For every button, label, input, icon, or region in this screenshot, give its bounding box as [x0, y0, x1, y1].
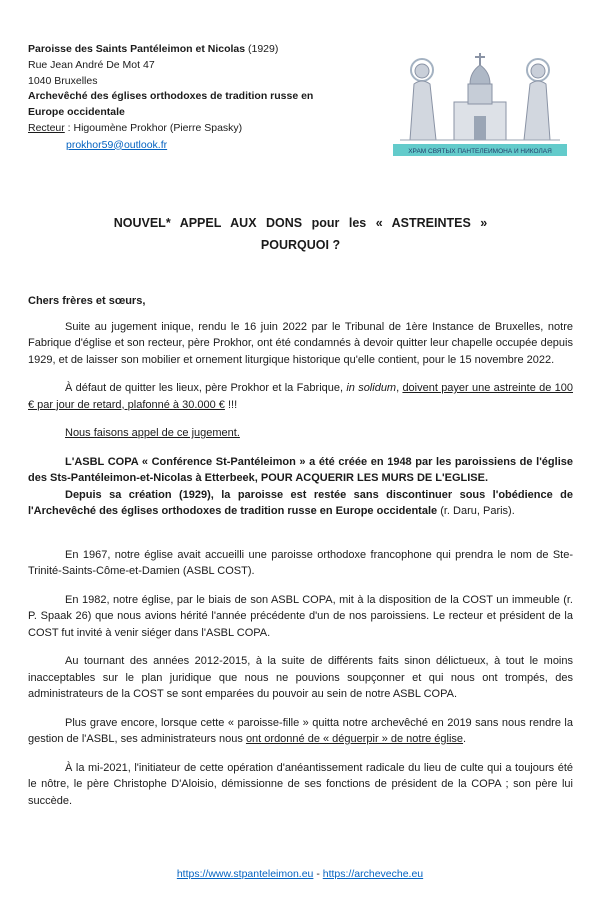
text-segment: ont ordonné de « déguerpir » de notre église	[245, 733, 464, 745]
paragraph	[28, 487, 573, 520]
paragraph	[28, 592, 573, 642]
onion-dome	[470, 65, 490, 84]
text-segment: L'ASBL COPA « Conférence St-Pantéleimon » a été créée en 1948 par les paroissiens de l'église des Sts-Pantéleimon-et-Nicolas à Etterbeek, POUR ACQUERIR LES MURS DE L'EGLISE.	[28, 455, 573, 484]
footer-link-1[interactable]: https://www.stpanteleimon.eu	[176, 868, 314, 880]
saint-head-right	[531, 64, 545, 78]
body-paragraphs	[28, 319, 573, 810]
text-segment: doivent payer une astreinte de 100 € par jour de retard, plafonné à 30.000 €	[28, 382, 573, 411]
address-line-2: 1040 Bruxelles	[28, 74, 98, 87]
saint-head-left	[415, 64, 429, 78]
parish-emblem	[388, 44, 573, 165]
rector-line	[28, 121, 343, 137]
saint-body-right	[524, 81, 550, 140]
text-segment: Suite au jugement inique, rendu le 16 juin 2022 par le Tribunal de 1ère Instance de Bruxelles, notre Fabrique d'église et son recteur, père Prokhor, ont été condamnés à devoir quitter leur chapelle occupée depuis 1929, et de laisser son mobilier et ornement liturgique historique qu'elle contient, pour le 15 novembre 2022.	[28, 320, 573, 366]
paragraph	[28, 380, 573, 413]
text-segment: .	[463, 733, 467, 745]
org-name-line	[28, 42, 343, 58]
footer-separator: -	[313, 868, 323, 880]
saint-body-left	[410, 81, 436, 140]
paragraph	[28, 715, 573, 748]
text-segment: En 1982, notre église, par le biais de son ASBL COPA, mit à la disposition de la COST un immeuble (r. P. Spaak 26) que nous avions hérité l'année précédente d'un de nos paroissiens. Le recteur et président de la COST fut invité à venir siéger dans l'ASBL COPA.	[28, 593, 573, 639]
paragraph	[28, 653, 573, 703]
document-title	[28, 213, 573, 257]
letterhead	[28, 42, 573, 165]
archdiocese-line: Archevêché des églises orthodoxes de tradition russe en Europe occidentale	[28, 90, 314, 118]
text-segment: Au tournant des années 2012-2015, à la suite de différents faits sinon délictueux, à tout le moins inacceptables sur le plan juridique que nous ne pouvions soupçonner et qui nous ont trompés, des administrateurs de la COST se sont emparées du pouvoir au sein de notre ASBL COPA.	[28, 655, 573, 700]
letterhead-text	[28, 42, 343, 153]
footer-links	[0, 868, 600, 880]
org-name: Paroisse des Saints Pantéleimon et Nicolas	[28, 43, 246, 55]
text-segment: À la mi-2021, l'initiateur de cette opération d'anéantissement radicale du lieu de culte qui a toujours été le nôtre, le père Christophe D'Aloisio, démissionne de ses fonctions de président de la COPA ; son père lui succède.	[28, 761, 573, 807]
text-segment: À défaut de quitter les lieux, père Prokhor et la Fabrique,	[65, 382, 347, 394]
footer-link-2[interactable]: https://archeveche.eu	[322, 868, 424, 880]
org-year: (1929)	[245, 43, 279, 55]
rector-label: Recteur	[28, 121, 65, 134]
address-line-1: Rue Jean André De Mot 47	[28, 58, 155, 71]
church-tower	[468, 84, 492, 104]
text-segment: in solidum	[346, 382, 397, 394]
text-segment: Nous faisons appel de ce jugement.	[65, 427, 240, 439]
church-door	[474, 116, 486, 140]
text-segment: Plus grave encore, lorsque cette « paroisse-fille » quitta notre archevêché en 2019 sans nous rendre la gestion de l'ASBL, ses administrateurs nous	[28, 716, 573, 745]
emblem-caption: ХРАМ СВЯТЫХ ПАНТЕЛЕИМОНА И НИКОЛАЯ	[408, 148, 552, 155]
paragraph	[28, 454, 573, 487]
salutation: Chers frères et sœurs,	[28, 294, 146, 307]
paragraph	[28, 547, 573, 580]
text-segment: Depuis sa création (1929), la paroisse est restée sans discontinuer sous l'obédience de l'Archevêché des églises orthodoxes de tradition russe en Europe occidentale	[28, 488, 573, 517]
text-segment: ,	[396, 382, 403, 394]
rector-name: : Higoumène Prokhor (Pierre Spasky)	[64, 121, 243, 134]
parish-emblem-graphic	[388, 44, 573, 160]
paragraph	[28, 760, 573, 810]
paragraph	[28, 319, 573, 369]
title-line-1: NOUVEL* APPEL AUX DONS pour les « ASTREINTES »	[113, 216, 488, 230]
paragraph	[28, 425, 573, 442]
text-segment: !!!	[224, 398, 238, 411]
title-line-2: POURQUOI ?	[260, 238, 341, 253]
text-segment: (r. Daru, Paris).	[437, 505, 515, 517]
text-segment: En 1967, notre église avait accueilli une paroisse orthodoxe francophone qui prendra le nom de Ste-Trinité-Saints-Côme-et-Damien (ASBL COST).	[28, 548, 573, 577]
email-line	[66, 138, 343, 154]
email-link[interactable]: prokhor59@outlook.fr	[66, 138, 168, 151]
